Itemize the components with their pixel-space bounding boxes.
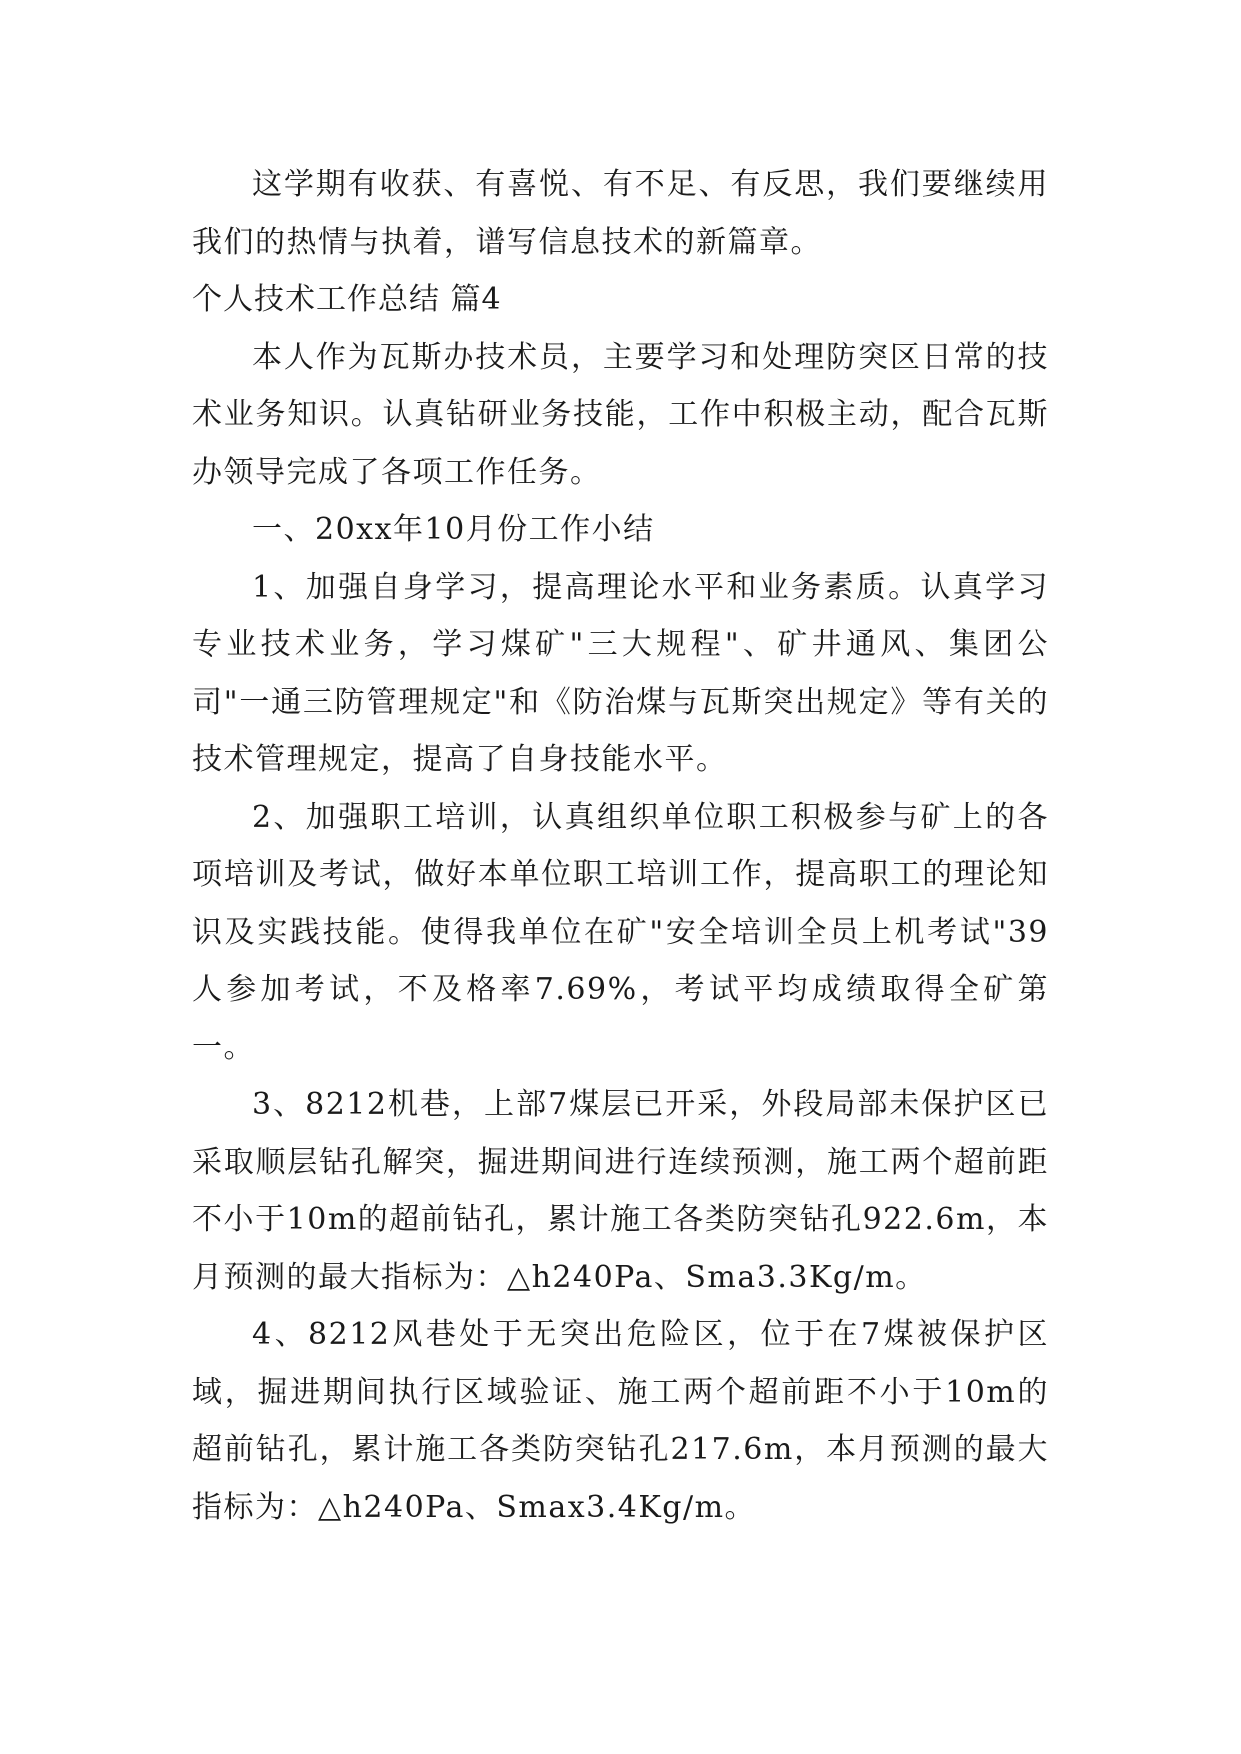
paragraph-item-2: 2、加强职工培训，认真组织单位职工积极参与矿上的各项培训及考试，做好本单位职工培训工作，提高职工的理论知识及实践技能。使得我单位在矿"安全培训全员上机考试"39人参加考试，不及格率7.69%，考试平均成绩取得全矿第一。 — [192, 799, 1049, 1065]
section-title: 个人技术工作总结 篇4 — [192, 282, 502, 317]
paragraph-intro: 本人作为瓦斯办技术员，主要学习和处理防突区日常的技术业务知识。认真钻研业务技能，工作中积极主动，配合瓦斯办领导完成了各项工作任务。 — [192, 339, 1049, 490]
paragraph-item-3: 3、8212机巷，上部7煤层已开采，外段局部未保护区已采取顺层钻孔解突，掘进期间进行连续预测，施工两个超前距不小于10m的超前钻孔，累计施工各类防突钻孔922.6m，本月预测的最大指标为：△h240Pa、Sma3.3Kg/m。 — [192, 1087, 1049, 1295]
paragraph-closing: 这学期有收获、有喜悦、有不足、有反思，我们要继续用我们的热情与执着，谱写信息技术的新篇章。 — [192, 167, 1049, 260]
paragraph-item-1: 1、加强自身学习，提高理论水平和业务素质。认真学习专业技术业务，学习煤矿"三大规程"、矿井通风、集团公司"一通三防管理规定"和《防治煤与瓦斯突出规定》等有关的技术管理规定，提高了自身技能水平。 — [192, 569, 1049, 777]
document-body — [192, 156, 1049, 1536]
paragraph-item-4: 4、8212风巷处于无突出危险区，位于在7煤被保护区域，掘进期间执行区域验证、施工两个超前距不小于10m的超前钻孔，累计施工各类防突钻孔217.6m，本月预测的最大指标为：△h240Pa、Smax3.4Kg/m。 — [192, 1317, 1049, 1525]
subheading-october-summary: 一、20xx年10月份工作小结 — [252, 512, 655, 547]
